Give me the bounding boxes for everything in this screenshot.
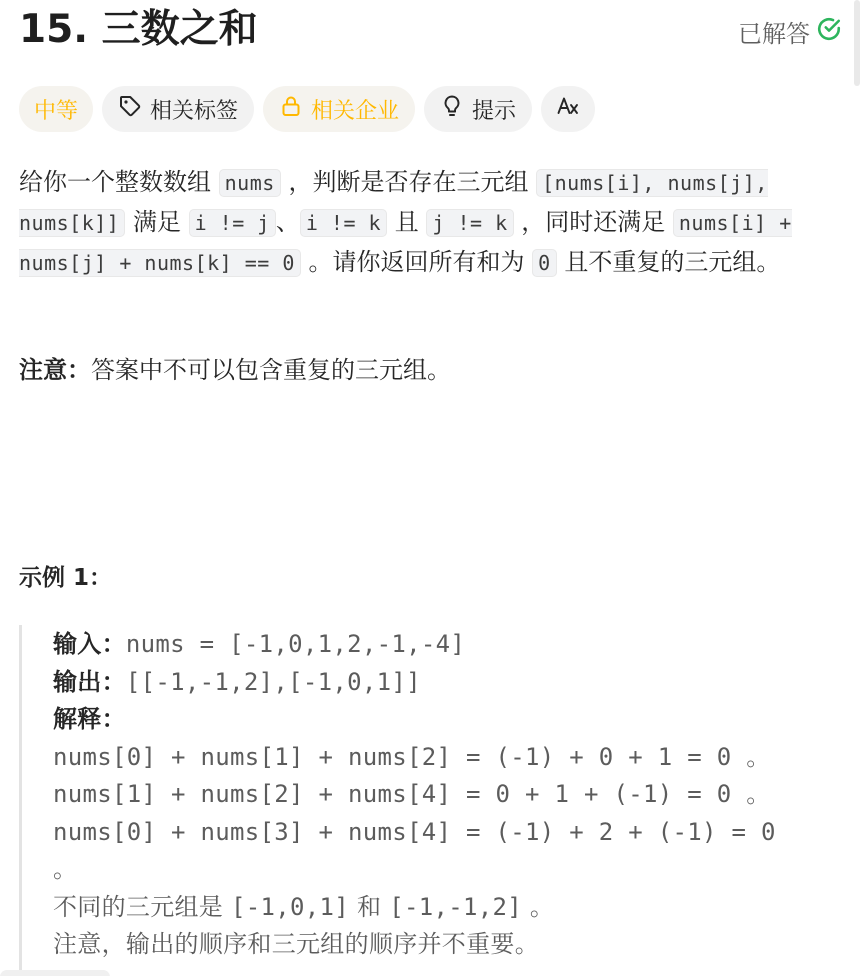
desc-text: 且不重复的三元组。 — [556, 248, 781, 276]
problem-header — [19, 4, 842, 56]
scrollbar[interactable] — [854, 0, 860, 86]
lightbulb-icon — [440, 94, 464, 124]
desc-text: 。请你返回所有和为 — [300, 248, 533, 276]
tag-icon — [118, 94, 142, 124]
example-input — [53, 626, 839, 664]
code-nums: nums — [219, 169, 281, 197]
explain-line-3-end: 。 — [53, 855, 78, 883]
triplet-a: [-1,0,1] — [231, 892, 350, 921]
related-companies-button[interactable] — [263, 86, 415, 132]
explain-line-2: nums[1] + nums[2] + nums[4] = 0 + 1 + (-1) = 0 。 — [53, 780, 771, 808]
input-value: nums = [-1,0,1,2,-1,-4] — [125, 630, 466, 658]
translate-button[interactable] — [541, 86, 595, 132]
lock-icon — [279, 94, 303, 124]
desc-text: 、 — [275, 208, 300, 236]
bottom-scroll-indicator — [0, 970, 110, 976]
related-tags-label: 相关标签 — [150, 98, 239, 124]
note — [19, 351, 451, 390]
example-explain — [53, 701, 839, 739]
note-text: 答案中不可以包含重复的三元组。 — [91, 356, 451, 384]
problem-description — [19, 163, 844, 283]
example-title: 示例 1： — [19, 565, 113, 591]
solved-status — [738, 14, 842, 49]
explain-line-1: nums[0] + nums[1] + nums[2] = (-1) + 0 + 1 = 0 。 — [53, 742, 771, 771]
related-tags-button[interactable] — [102, 86, 254, 132]
explain-text: 。 — [521, 892, 555, 921]
explain-line-4 — [53, 889, 839, 927]
example-output — [53, 664, 839, 702]
difficulty-label: 中等 — [34, 98, 79, 124]
hint-label: 提示 — [472, 98, 517, 124]
related-companies-label: 相关企业 — [311, 98, 400, 124]
solved-label: 已解答 — [738, 20, 810, 48]
tag-row — [19, 86, 595, 132]
code-triplet: [nums[i], nums[j], nums[k]] — [19, 171, 768, 235]
note-label: 注意： — [19, 356, 91, 384]
example-block — [19, 625, 839, 975]
output-label: 输出： — [53, 667, 126, 696]
check-circle-icon — [816, 16, 842, 48]
input-label: 输入： — [53, 630, 126, 658]
difficulty-badge — [19, 86, 93, 132]
code-sum-condition: nums[i] + nums[j] + nums[k] == 0 — [19, 211, 792, 275]
hint-button[interactable] — [424, 86, 532, 132]
code-i-ne-k: i != k — [300, 209, 387, 237]
output-value: [[-1,-1,2],[-1,0,1]] — [125, 667, 421, 696]
desc-text: 满足 — [125, 208, 189, 236]
explain-line-5: 注意，输出的顺序和三元组的顺序并不重要。 — [53, 930, 539, 958]
translate-icon — [556, 94, 580, 124]
desc-text: ，同时还满足 — [513, 208, 673, 236]
code-zero: 0 — [532, 249, 557, 277]
triplet-b: [-1,-1,2] — [389, 892, 522, 921]
explain-text: 和 — [349, 892, 390, 921]
description-paragraph — [19, 163, 844, 283]
desc-text: 且 — [387, 208, 427, 236]
problem-title[interactable]: 15. 三数之和 — [19, 7, 258, 52]
code-i-ne-j: i != j — [189, 209, 276, 237]
explain-text: 不同的三元组是 — [53, 892, 232, 921]
explain-label: 解释： — [53, 705, 126, 733]
code-j-ne-k: j != k — [426, 209, 513, 237]
desc-text: 给你一个整数数组 — [19, 168, 219, 196]
desc-text: ，判断是否存在三元组 — [280, 168, 537, 196]
explain-line-3: nums[0] + nums[3] + nums[4] = (-1) + 2 + (-1) = 0 — [53, 817, 776, 846]
